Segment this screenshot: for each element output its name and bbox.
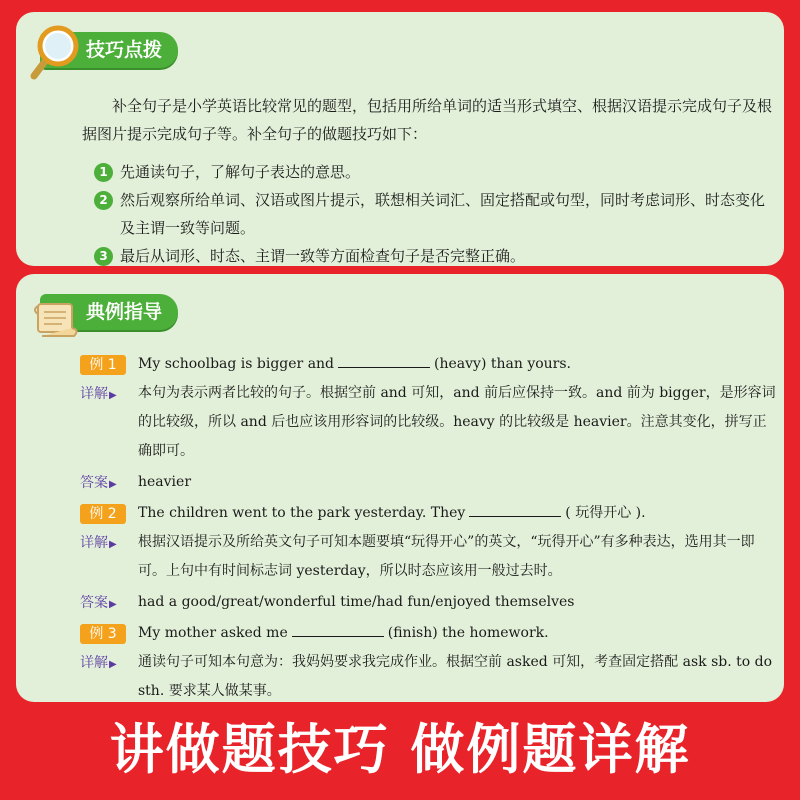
question-before: My mother asked me <box>138 625 288 641</box>
example-tag: 例 2 <box>80 504 126 524</box>
explanation-row <box>80 648 780 706</box>
explanation-label: 详解▶ <box>80 386 117 402</box>
question-after: (finish) the homework. <box>387 625 549 641</box>
example-tag: 例 3 <box>80 624 126 644</box>
triangle-right-icon: ▶ <box>109 659 117 670</box>
example-tag: 例 1 <box>80 355 126 375</box>
answer-text: heavier <box>138 474 192 490</box>
step-number: 1 <box>94 163 113 182</box>
tips-panel <box>16 12 784 266</box>
explanation-row <box>80 528 780 586</box>
step-item <box>94 158 774 186</box>
question-before: My schoolbag is bigger and <box>138 356 335 372</box>
step-text: 然后观察所给单词、汉语或图片提示，联想相关词汇、固定搭配或句型，同时考虑词形、时态变化及主谓一致等问题。 <box>120 191 766 237</box>
question-before: The children went to the park yesterday. They <box>138 505 466 521</box>
step-item <box>94 242 774 270</box>
question-after: (heavy) than yours. <box>434 356 572 372</box>
tips-intro: 补全句子是小学英语比较常见的题型，包括用所给单词的适当形式填空、根据汉语提示完成句子及根据图片提示完成句子等。补全句子的做题技巧如下： <box>82 97 773 143</box>
triangle-right-icon: ▶ <box>109 539 117 550</box>
explanation-text: 通读句子可知本句意为：我妈妈要求我完成作业。根据空前 asked 可知，考查固定搭配 ask sb. to do sth. 要求某人做某事。 <box>138 654 773 699</box>
answer-row <box>80 588 780 617</box>
answer-blank <box>292 623 384 637</box>
scroll-book-icon <box>28 284 86 344</box>
answer-blank <box>338 354 430 368</box>
tips-title: 技巧点拨 <box>86 39 163 61</box>
answer-row <box>80 468 780 497</box>
example-question <box>80 499 780 528</box>
tips-steps <box>94 158 774 270</box>
triangle-right-icon: ▶ <box>109 479 117 490</box>
promo-banner <box>0 704 800 800</box>
example-question <box>80 350 780 379</box>
triangle-right-icon: ▶ <box>109 390 117 401</box>
examples-panel <box>16 274 784 702</box>
triangle-right-icon: ▶ <box>109 599 117 610</box>
magnifier-icon <box>28 22 86 82</box>
answer-text: had a good/great/wonderful time/had fun/enjoyed themselves <box>138 594 575 610</box>
explanation-label: 详解▶ <box>80 655 117 671</box>
answer-label: 答案▶ <box>80 595 117 611</box>
answer-blank <box>469 503 561 517</box>
examples-title: 典例指导 <box>86 301 163 323</box>
explanation-label: 详解▶ <box>80 535 117 551</box>
explanation-text: 本句为表示两者比较的句子。根据空前 and 可知，and 前后应保持一致。and 前为 bigger，是形容词的比较级，所以 and 后也应该用形容词的比较级。heavy 的比较级是 heavier。注意其变化，拼写正确即可。 <box>138 385 776 459</box>
step-number: 3 <box>94 247 113 266</box>
step-text: 先通读句子，了解句子表达的意思。 <box>120 163 361 181</box>
step-number: 2 <box>94 191 113 210</box>
example-question <box>80 619 780 648</box>
step-item <box>94 186 774 242</box>
question-after: ( 玩得开心 ). <box>565 505 646 521</box>
explanation-row <box>80 379 780 466</box>
answer-label: 答案▶ <box>80 475 117 491</box>
banner-text: 讲做题技巧 做例题详解 <box>109 718 691 781</box>
step-text: 最后从词形、时态、主谓一致等方面检查句子是否完整正确。 <box>120 247 526 265</box>
examples-content <box>80 350 780 706</box>
explanation-text: 根据汉语提示及所给英文句子可知本题要填“玩得开心”的英文，“玩得开心”有多种表达，选用其一即可。上句中有时间标志词 yesterday，所以时态应该用一般过去时。 <box>138 534 755 579</box>
